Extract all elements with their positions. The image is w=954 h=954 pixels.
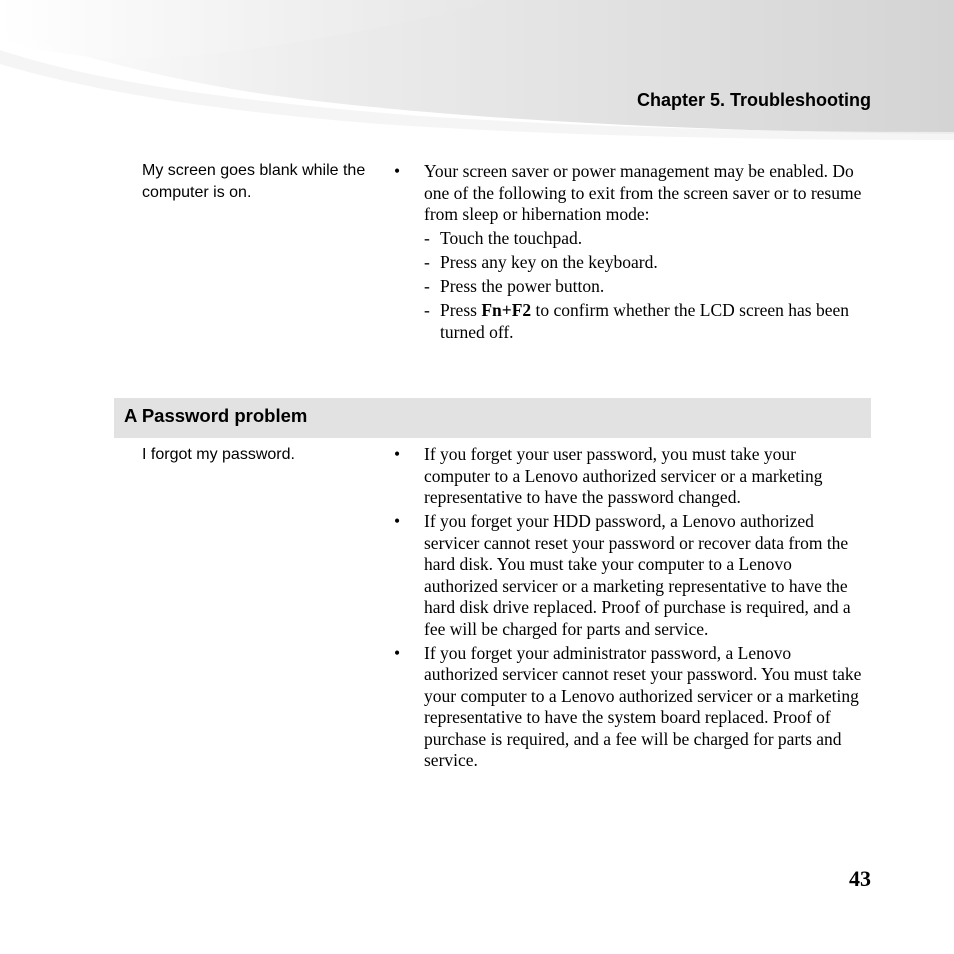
bullet-dot: • <box>394 161 401 181</box>
sub-step <box>394 252 864 274</box>
dash-marker: - <box>424 228 430 248</box>
bullet-text: If you forget your user password, you must take your computer to a Lenovo authorized servicer or a marketing representative to have the password changed. <box>424 444 823 507</box>
page-number: 43 <box>849 866 871 891</box>
bullet-text: If you forget your administrator password, a Lenovo authorized servicer cannot reset your password. You must take your computer to a Lenovo authorized servicer or a marketing representative to have the system board replaced. Proof of purchase is required, and a fee will be charged for parts and service. <box>424 642 862 770</box>
dash-marker: - <box>424 276 430 296</box>
section-heading-band <box>114 398 871 438</box>
sub-step-text: Press the power button. <box>440 276 605 296</box>
bullet-item <box>394 444 864 509</box>
bullet-dot: • <box>394 444 401 464</box>
section-title: A Password problem <box>124 405 308 426</box>
problem-screen-blank: My screen goes blank while the computer is on. <box>142 162 366 201</box>
sub-step-suffix: to confirm whether the LCD screen has been turned off. <box>440 300 849 342</box>
solution-forgot-password <box>394 444 864 772</box>
bullet-item <box>394 643 864 772</box>
sub-step <box>394 228 864 250</box>
sub-step-prefix: Press <box>440 300 482 320</box>
bullet-text: If you forget your HDD password, a Lenovo authorized servicer cannot reset your password or recover data from the hard disk. You must take your computer to a Lenovo authorized servicer or a marketing representative to have the hard disk drive replaced. Proof of purchase is required, and a fee will be charged for parts and service. <box>424 511 851 639</box>
header-swoosh-decoration <box>0 0 954 140</box>
sub-step-text: Touch the touchpad. <box>440 228 583 248</box>
problem-forgot-password: I forgot my password. <box>142 446 295 463</box>
bullet-text: Your screen saver or power management may be enabled. Do one of the following to exit from the screen saver or to resume from sleep or hibernation mode: <box>424 161 862 224</box>
chapter-title: Chapter 5. Troubleshooting <box>636 90 871 110</box>
key-combo: Fn+F2 <box>481 300 532 320</box>
sub-step-text: Press any key on the keyboard. <box>440 252 658 272</box>
bullet-item <box>394 511 864 640</box>
bullet-item <box>394 161 864 226</box>
sub-step <box>394 300 864 343</box>
solution-screen-blank <box>394 161 864 343</box>
bullet-dot: • <box>394 642 401 663</box>
bullet-dot: • <box>394 511 401 531</box>
dash-marker: - <box>424 252 430 272</box>
sub-step <box>394 276 864 298</box>
dash-marker: - <box>424 300 430 320</box>
